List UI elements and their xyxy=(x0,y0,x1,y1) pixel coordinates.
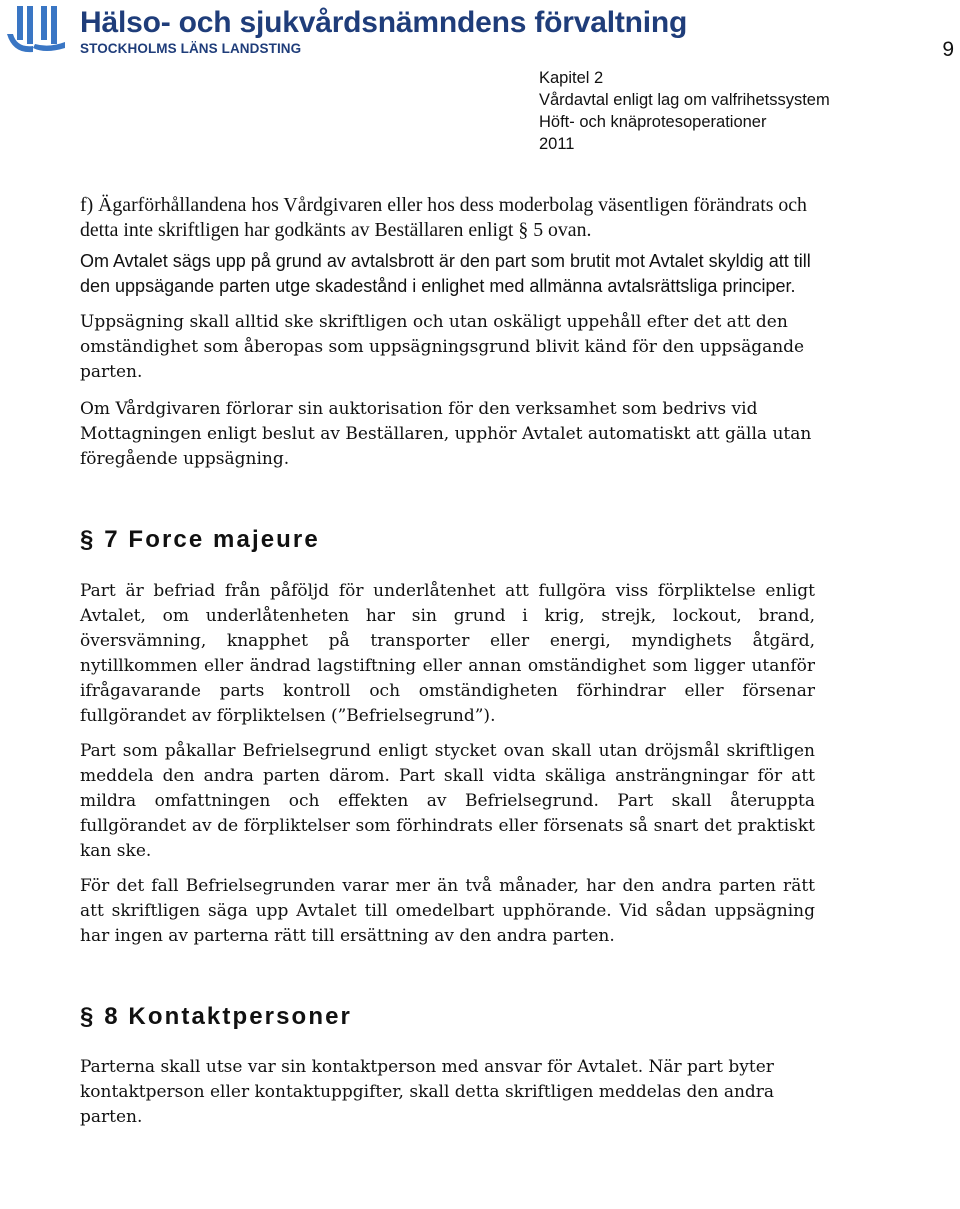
paragraph-termination-written: Uppsägning skall alltid ske skriftligen och utan oskäligt uppehåll efter det att den omständighet som åberopas som uppsägningsgrund blivit känd för den uppsägande parten. xyxy=(80,312,805,382)
section-7-paragraph: Part som påkallar Befrielsegrund enligt stycket ovan skall utan dröjsmål skriftligen meddela den andra parten därom. Part skall vidta skäliga ansträngningar för att mildra omfattningen och effekten av Befrielsegrund. Part skall återuppta fullgörandet av de förpliktelser som förhindrats eller försenats så snart det praktiskt kan ske. xyxy=(80,741,815,861)
section-7-heading: § 7 Force majeure xyxy=(80,526,320,553)
chapter-label: Kapitel 2 xyxy=(539,69,604,87)
document-body xyxy=(80,193,815,1130)
document-subtitle: Höft- och knäprotesoperationer xyxy=(539,113,767,131)
paragraph-ownership-change: f) Ägarförhållandena hos Vårdgivaren eller hos dess moderbolag väsentligen förändrats och detta inte skriftligen har godkänts av Beställaren enligt § 5 ovan. xyxy=(80,194,807,241)
page-number: 9 xyxy=(942,38,954,61)
document-title: Vårdavtal enligt lag om valfrihetssystem xyxy=(539,91,830,109)
section-7-paragraph: För det fall Befrielsegrunden varar mer än två månader, har den andra parten rätt att skriftligen säga upp Avtalet till omedelbart upphörande. Vid sådan uppsägning har ingen av parterna rätt till ersättning av den andra parten. xyxy=(80,876,815,946)
section-8-paragraph: Parterna skall utse var sin kontaktperson med ansvar för Avtalet. När part byter kontaktperson eller kontaktuppgifter, skall detta skriftligen meddelas den andra parten. xyxy=(80,1057,775,1127)
organization-name: Hälso- och sjukvårdsnämndens förvaltning xyxy=(80,6,688,39)
sll-logo-icon xyxy=(5,4,67,56)
document-header-meta xyxy=(539,67,830,155)
organization-subtitle: STOCKHOLMS LÄNS LANDSTING xyxy=(80,41,302,56)
section-8-heading: § 8 Kontaktpersoner xyxy=(80,1003,352,1030)
document-year: 2011 xyxy=(539,135,575,153)
section-7-paragraph: Part är befriad från påföljd för underlåtenhet att fullgöra viss förpliktelse enligt Avtalet, om underlåtenheten har sin grund i krig, strejk, lockout, brand, översvämning, knapphet på transporter eller energi, myndighets åtgärd, nytillkommen eller ändrad lagstiftning eller annan omständighet som ligger utanför ifrågavarande parts kontroll och omständigheten förhindrar eller försenar fullgörandet av förpliktelsen (”Befrielsegrund”). xyxy=(80,581,815,726)
paragraph-authorisation-loss: Om Vårdgivaren förlorar sin auktorisation för den verksamhet som bedrivs vid Mottagningen enligt beslut av Beställaren, upphör Avtalet automatiskt att gälla utan föregående uppsägning. xyxy=(80,399,812,469)
paragraph-breach-damages: Om Avtalet sägs upp på grund av avtalsbrott är den part som brutit mot Avtalet skyldig att till den uppsägande parten utge skadestånd i enlighet med allmänna avtalsrättsliga principer. xyxy=(80,251,811,296)
